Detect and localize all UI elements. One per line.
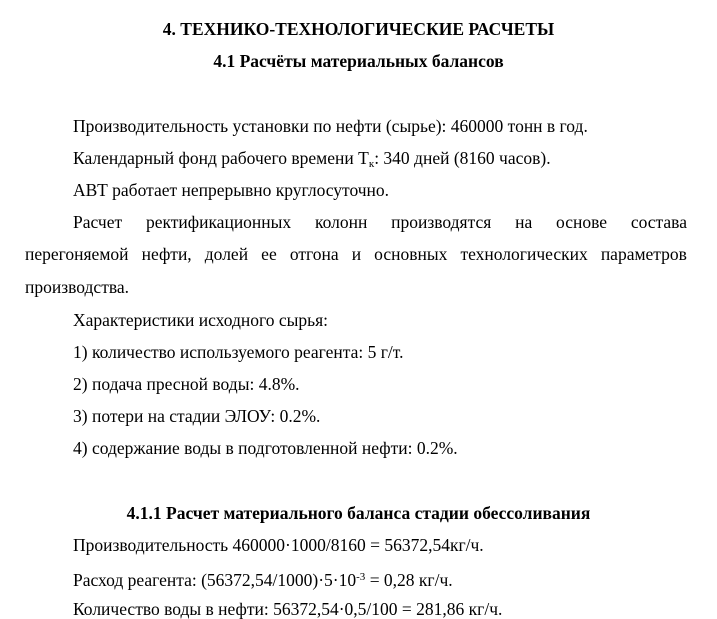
paragraph-word: и	[351, 244, 362, 264]
paragraph-word: отгона	[289, 244, 339, 264]
paragraph-word: ее	[261, 244, 277, 264]
paragraph-word: Расчет	[73, 212, 123, 232]
calendar-prefix: Календарный фонд рабочего времени T	[73, 148, 369, 168]
list-item: 4) содержание воды в подготовленной нефти: 0.2%.	[73, 438, 458, 458]
paragraph-line-2	[25, 244, 687, 264]
paragraph-word: на	[515, 212, 533, 232]
paragraph-word: производятся	[391, 212, 492, 232]
paragraph-word: основных	[374, 244, 448, 264]
productivity-line: Производительность 460000·1000/8160 = 56372,54кг/ч.	[73, 535, 484, 555]
section-title: 4. ТЕХНИКО-ТЕХНОЛОГИЧЕСКИЕ РАСЧЕТЫ	[162, 19, 555, 39]
capacity-line: Производительность установки по нефти (сырье): 460000 тонн в год.	[73, 116, 588, 136]
paragraph-word: колонн	[314, 212, 368, 232]
water-line: Количество воды в нефти: 56372,54·0,5/100 = 281,86 кг/ч.	[73, 599, 503, 619]
reagent-superscript: -3	[356, 571, 366, 583]
list-item: 2) подача пресной воды: 4.8%.	[73, 374, 300, 394]
paragraph-line-3: производства.	[25, 277, 130, 297]
paragraph-word: параметров	[600, 244, 687, 264]
calendar-suffix: : 340 дней (8160 часов).	[374, 148, 551, 168]
list-item: 3) потери на стадии ЭЛОУ: 0.2%.	[73, 406, 321, 426]
paragraph-word: перегоняемой	[25, 244, 129, 264]
paragraph-line-1	[73, 212, 687, 232]
reagent-line	[73, 567, 453, 590]
paragraph-word: основе	[556, 212, 608, 232]
paragraph-word: долей	[204, 244, 249, 264]
paragraph-word: ректификационных	[145, 212, 292, 232]
characteristics-title: Характеристики исходного сырья:	[73, 310, 329, 330]
list-item: 1) количество используемого реагента: 5 г/т.	[73, 342, 404, 362]
paragraph-word: состава	[630, 212, 687, 232]
continuous-line: АВТ работает непрерывно круглосуточно.	[73, 180, 390, 200]
subsection-title: 4.1 Расчёты материальных балансов	[213, 51, 504, 71]
reagent-suffix: = 0,28 кг/ч.	[365, 570, 453, 590]
section-411-title: 4.1.1 Расчет материального баланса стадии обессоливания	[126, 503, 591, 523]
paragraph-word: нефти,	[141, 244, 192, 264]
paragraph-word: технологических	[460, 244, 588, 264]
calendar-line	[73, 148, 551, 174]
reagent-prefix: Расход реагента: (56372,54/1000)·5·10	[73, 570, 357, 590]
calendar-subscript: к	[368, 158, 375, 170]
